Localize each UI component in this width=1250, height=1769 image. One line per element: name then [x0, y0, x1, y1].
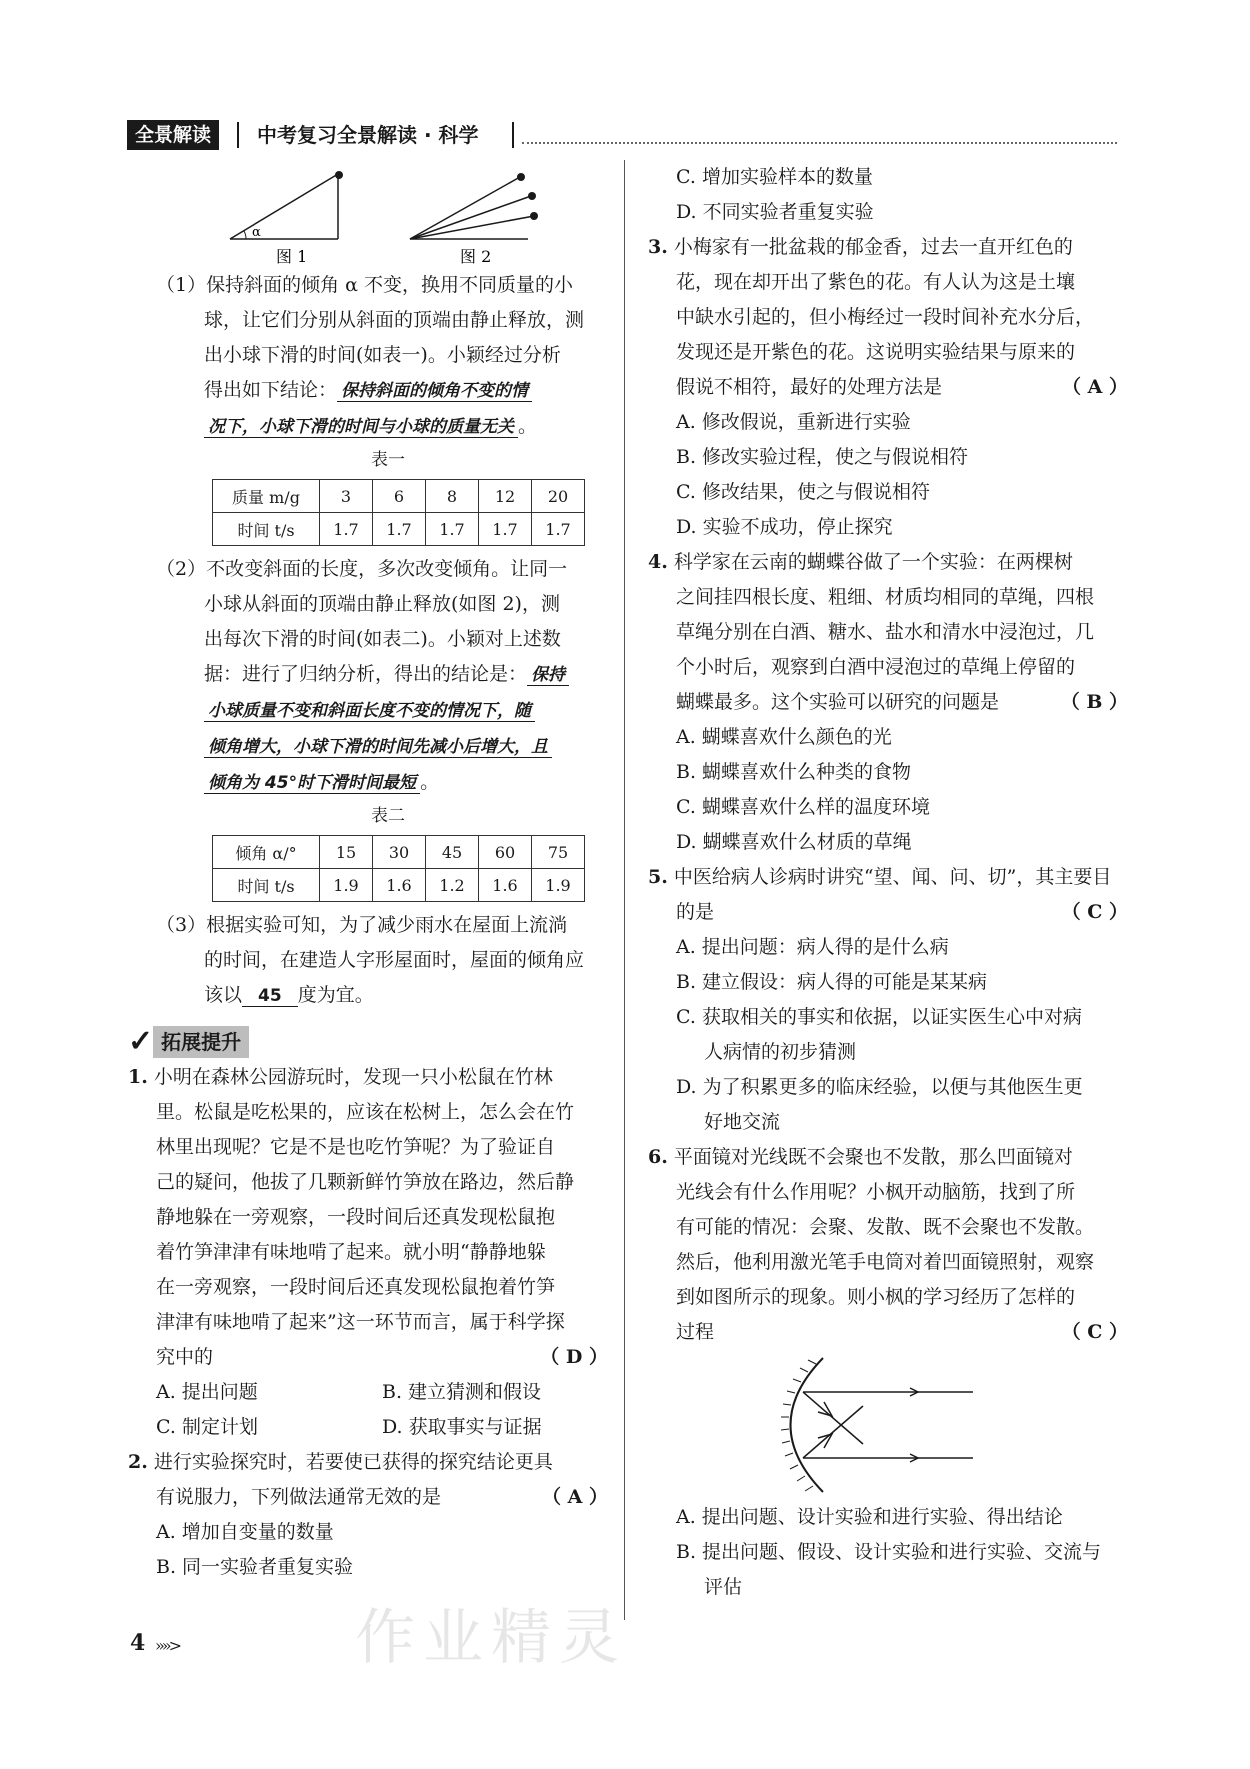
section-header — [128, 1024, 608, 1060]
answer-choice: （ C ） — [1061, 1321, 1128, 1343]
table-cell: 1.2 — [426, 869, 479, 902]
text: 有说服力，下列做法通常无效的是 — [156, 1486, 442, 1508]
option: C. 修改结果，使之与假说相符 — [676, 481, 930, 503]
text-line — [128, 409, 608, 445]
option: D. 为了积累更多的临床经验，以便与其他医生更 — [676, 1076, 1083, 1098]
alpha-label: α — [252, 225, 261, 240]
page-arrows-icon: »»> — [155, 1636, 179, 1655]
option: D. 不同实验者重复实验 — [676, 201, 874, 223]
option: D. 蝴蝶喜欢什么材质的草绳 — [676, 831, 912, 853]
option: C. 制定计划 — [156, 1416, 258, 1438]
option: B. 提出问题、假设、设计实验和进行实验、交流与 — [676, 1541, 1102, 1563]
question-6 — [648, 1140, 1128, 1605]
part-2 — [128, 552, 608, 801]
table-cell: 1.7 — [479, 513, 532, 546]
text-line: 津津有味地啃了起来”这一环节而言，属于科学探 — [156, 1311, 565, 1333]
figure-1 — [230, 171, 343, 266]
option-continuation: 人病情的初步猜测 — [704, 1041, 857, 1063]
text-line: 林里出现呢？它是不是也吃竹笋呢？为了验证自 — [156, 1136, 556, 1158]
text-line: 花，现在却开出了紫色的花。有人认为这是土壤 — [676, 271, 1076, 293]
table-row — [213, 513, 585, 546]
text: 假说不相符，最好的处理方法是 — [676, 376, 943, 398]
text-line: 里。松鼠是吃松果的，应该在松树上，怎么会在竹 — [156, 1101, 575, 1123]
text-line: 之间挂四根长度、粗细、材质均相同的草绳，四根 — [676, 586, 1095, 608]
text-line: 到如图所示的现象。则小枫的学习经历了怎样的 — [676, 1286, 1076, 1308]
table-cell: 12 — [479, 480, 532, 513]
text-line: 出小球下滑的时间(如表一)。小颖经过分析 — [204, 344, 561, 366]
text-line: 的时间，在建造人字形屋面时，屋面的倾角应 — [204, 949, 585, 971]
text-line: 着竹笋津津有味地啃了起来。就小明“静静地躲 — [156, 1241, 546, 1263]
option: B. 修改实验过程，使之与假说相符 — [676, 446, 969, 468]
left-column — [128, 160, 608, 1585]
text-line — [128, 978, 608, 1014]
answer-choice: （ A ） — [1062, 376, 1128, 398]
table-cell: 1.7 — [373, 513, 426, 546]
text-line — [128, 693, 608, 729]
table-cell: 8 — [426, 480, 479, 513]
page-number: 4 — [130, 1630, 146, 1656]
text: 平面镜对光线既不会聚也不发散，那么凹面镜对 — [673, 1146, 1073, 1168]
text-line: 静地躲在一旁观察，一段时间后还真发现松鼠抱 — [156, 1206, 556, 1228]
text-line — [128, 1060, 608, 1095]
text: 据：进行了归纳分析，得出的结论是： — [204, 663, 528, 685]
question-3 — [648, 230, 1128, 545]
text-line: 草绳分别在白酒、糖水、盐水和清水中浸泡过，几 — [676, 621, 1095, 643]
option-row — [128, 1410, 608, 1445]
text-line — [128, 1340, 608, 1375]
text-line — [128, 1480, 608, 1515]
table-cell: 1.7 — [532, 513, 585, 546]
table-row — [213, 836, 585, 869]
text: 度为宜。 — [297, 984, 374, 1006]
question-number: 1. — [128, 1066, 148, 1088]
handwritten-answer: 倾角为 45°时下滑时间最短 — [204, 773, 420, 794]
option: A. 提出问题 — [156, 1381, 258, 1403]
table-cell: 30 — [373, 836, 426, 869]
text: 中医给病人诊病时讲究“望、闻、问、切”，其主要目 — [673, 866, 1112, 888]
option: C. 蝴蝶喜欢什么样的温度环境 — [676, 796, 930, 818]
table-cell: 1.9 — [532, 869, 585, 902]
table-cell: 1.7 — [426, 513, 479, 546]
handwritten-answer: 45 — [242, 986, 298, 1007]
table-cell: 1.6 — [373, 869, 426, 902]
table-cell: 45 — [426, 836, 479, 869]
header-title: 中考复习全景解读 · 科学 — [257, 123, 479, 147]
text-line — [128, 657, 608, 693]
header-divider — [237, 122, 239, 148]
column-divider — [624, 160, 625, 1620]
option: C. 增加实验样本的数量 — [676, 166, 873, 188]
text-line — [648, 370, 1128, 405]
text-line: 小球从斜面的顶端由静止释放(如图 2)，测 — [204, 593, 560, 615]
option: A. 提出问题、设计实验和进行实验、得出结论 — [676, 1506, 1063, 1528]
answer-choice: （ B ） — [1060, 691, 1128, 713]
text-line: （3）根据实验可知，为了减少雨水在屋面上流淌 — [156, 914, 568, 936]
section-title: 拓展提升 — [153, 1026, 249, 1058]
question-2 — [128, 1445, 608, 1585]
option: D. 实验不成功，停止探究 — [676, 516, 893, 538]
text-line: 球，让它们分别从斜面的顶端由静止释放，测 — [204, 309, 585, 331]
text-line — [128, 1445, 608, 1480]
text-line: 己的疑问，他拔了几颗新鲜竹笋放在路边，然后静 — [156, 1171, 575, 1193]
option: D. 获取事实与证据 — [382, 1416, 542, 1438]
text-line — [128, 765, 608, 801]
text-line — [128, 729, 608, 765]
option: A. 修改假说，重新进行实验 — [676, 411, 911, 433]
text-line — [648, 1140, 1128, 1175]
text: 小梅家有一批盆栽的郁金香，过去一直开红色的 — [673, 236, 1073, 258]
text: 进行实验探究时，若要使已获得的探究结论更具 — [153, 1451, 553, 1473]
text-line: 出每次下滑的时间(如表二)。小颖对上述数 — [204, 628, 561, 650]
header-divider — [512, 122, 514, 148]
text: 小明在森林公园游玩时，发现一只小松鼠在竹林 — [153, 1066, 553, 1088]
text-line — [128, 373, 608, 409]
text: 得出如下结论： — [204, 379, 338, 401]
text: 科学家在云南的蝴蝶谷做了一个实验：在两棵树 — [673, 551, 1073, 573]
table-1-caption: 表一 — [371, 450, 405, 470]
text-line: （2）不改变斜面的长度，多次改变倾角。让同一 — [156, 558, 568, 580]
option: B. 建立假设：病人得的可能是某某病 — [676, 971, 988, 993]
text-line — [648, 895, 1128, 930]
table-cell: 75 — [532, 836, 585, 869]
table-cell: 20 — [532, 480, 585, 513]
table-cell: 15 — [320, 836, 373, 869]
handwritten-answer: 保持 — [527, 665, 569, 686]
text-line — [648, 685, 1128, 720]
option-continuation: 评估 — [704, 1576, 743, 1598]
table-cell: 3 — [320, 480, 373, 513]
table-cell: 倾角 α/° — [213, 836, 320, 869]
watermark: 作业精灵 — [355, 1603, 627, 1673]
question-number: 6. — [648, 1146, 668, 1168]
handwritten-answer: 倾角增大，小球下滑的时间先减小后增大，且 — [204, 737, 552, 758]
answer-choice: （ D ） — [540, 1346, 608, 1368]
table-2 — [212, 835, 585, 902]
right-column — [648, 160, 1128, 1605]
figure-1-label: 图 1 — [276, 247, 308, 266]
text: 的是 — [676, 901, 715, 923]
answer-choice: （ A ） — [542, 1486, 608, 1508]
text-line: 有可能的情况：会聚、发散、既不会聚也不发散。 — [676, 1216, 1095, 1238]
table-cell: 6 — [373, 480, 426, 513]
text: 。 — [420, 771, 440, 793]
text: 该以 — [204, 984, 243, 1006]
concave-mirror-figure — [648, 1350, 1128, 1500]
text-line — [648, 860, 1128, 895]
option: A. 增加自变量的数量 — [156, 1521, 334, 1543]
option: A. 提出问题：病人得的是什么病 — [676, 936, 949, 958]
part-3 — [128, 908, 608, 1014]
text-line: 在一旁观察，一段时间后还真发现松鼠抱着竹笋 — [156, 1276, 556, 1298]
text-line — [648, 1315, 1128, 1350]
figures — [128, 160, 608, 268]
question-number: 5. — [648, 866, 668, 888]
question-number: 4. — [648, 551, 668, 573]
text: 。 — [518, 415, 538, 437]
handwritten-answer: 小球质量不变和斜面长度不变的情况下，随 — [204, 701, 535, 722]
table-2-caption: 表二 — [371, 806, 405, 826]
table-cell: 1.7 — [320, 513, 373, 546]
question-number: 3. — [648, 236, 668, 258]
page-header — [127, 120, 1117, 150]
text-line — [648, 545, 1128, 580]
text: 蝴蝶最多。这个实验可以研究的问题是 — [676, 691, 1000, 713]
table-cell: 60 — [479, 836, 532, 869]
table-cell: 质量 m/g — [213, 480, 320, 513]
text-line: 然后，他利用激光笔手电筒对着凹面镜照射，观察 — [676, 1251, 1095, 1273]
checkmark-icon: ✓ — [128, 1024, 154, 1059]
table-row — [213, 869, 585, 902]
option: A. 蝴蝶喜欢什么颜色的光 — [676, 726, 892, 748]
text: 过程 — [676, 1321, 715, 1343]
question-1 — [128, 1060, 608, 1445]
text-line — [648, 230, 1128, 265]
table-cell: 时间 t/s — [213, 869, 320, 902]
handwritten-answer: 保持斜面的倾角不变的情 — [337, 381, 532, 402]
option-row — [128, 1375, 608, 1410]
figure-2 — [410, 173, 538, 266]
option: B. 同一实验者重复实验 — [156, 1556, 354, 1578]
table-cell: 1.6 — [479, 869, 532, 902]
handwritten-answer: 况下，小球下滑的时间与小球的质量无关 — [204, 417, 518, 438]
option-continuation: 好地交流 — [704, 1111, 781, 1133]
answer-choice: （ C ） — [1061, 901, 1128, 923]
text: 究中的 — [156, 1346, 214, 1368]
table-cell: 1.9 — [320, 869, 373, 902]
option: B. 蝴蝶喜欢什么种类的食物 — [676, 761, 912, 783]
text-line: （1）保持斜面的倾角 α 不变，换用不同质量的小 — [156, 274, 573, 296]
header-dotted-rule — [522, 142, 1117, 144]
question-4 — [648, 545, 1128, 860]
option: B. 建立猜测和假设 — [382, 1381, 542, 1403]
question-5 — [648, 860, 1128, 1140]
part-1 — [128, 268, 608, 445]
header-badge: 全景解读 — [127, 120, 219, 150]
text-line: 发现还是开紫色的花。这说明实验结果与原来的 — [676, 341, 1076, 363]
question-number: 2. — [128, 1451, 148, 1473]
table-1 — [212, 479, 585, 546]
figure-2-label: 图 2 — [460, 247, 492, 266]
text-line: 中缺水引起的，但小梅经过一段时间补充水分后， — [676, 306, 1095, 328]
concave-mirror-diagram — [648, 1350, 1128, 1500]
incline-figures — [128, 160, 608, 268]
table-row — [213, 480, 585, 513]
option: C. 获取相关的事实和依据，以证实医生心中对病 — [676, 1006, 1082, 1028]
text-line: 光线会有什么作用呢？小枫开动脑筋，找到了所 — [676, 1181, 1076, 1203]
table-cell: 时间 t/s — [213, 513, 320, 546]
text-line: 个小时后，观察到白酒中浸泡过的草绳上停留的 — [676, 656, 1076, 678]
